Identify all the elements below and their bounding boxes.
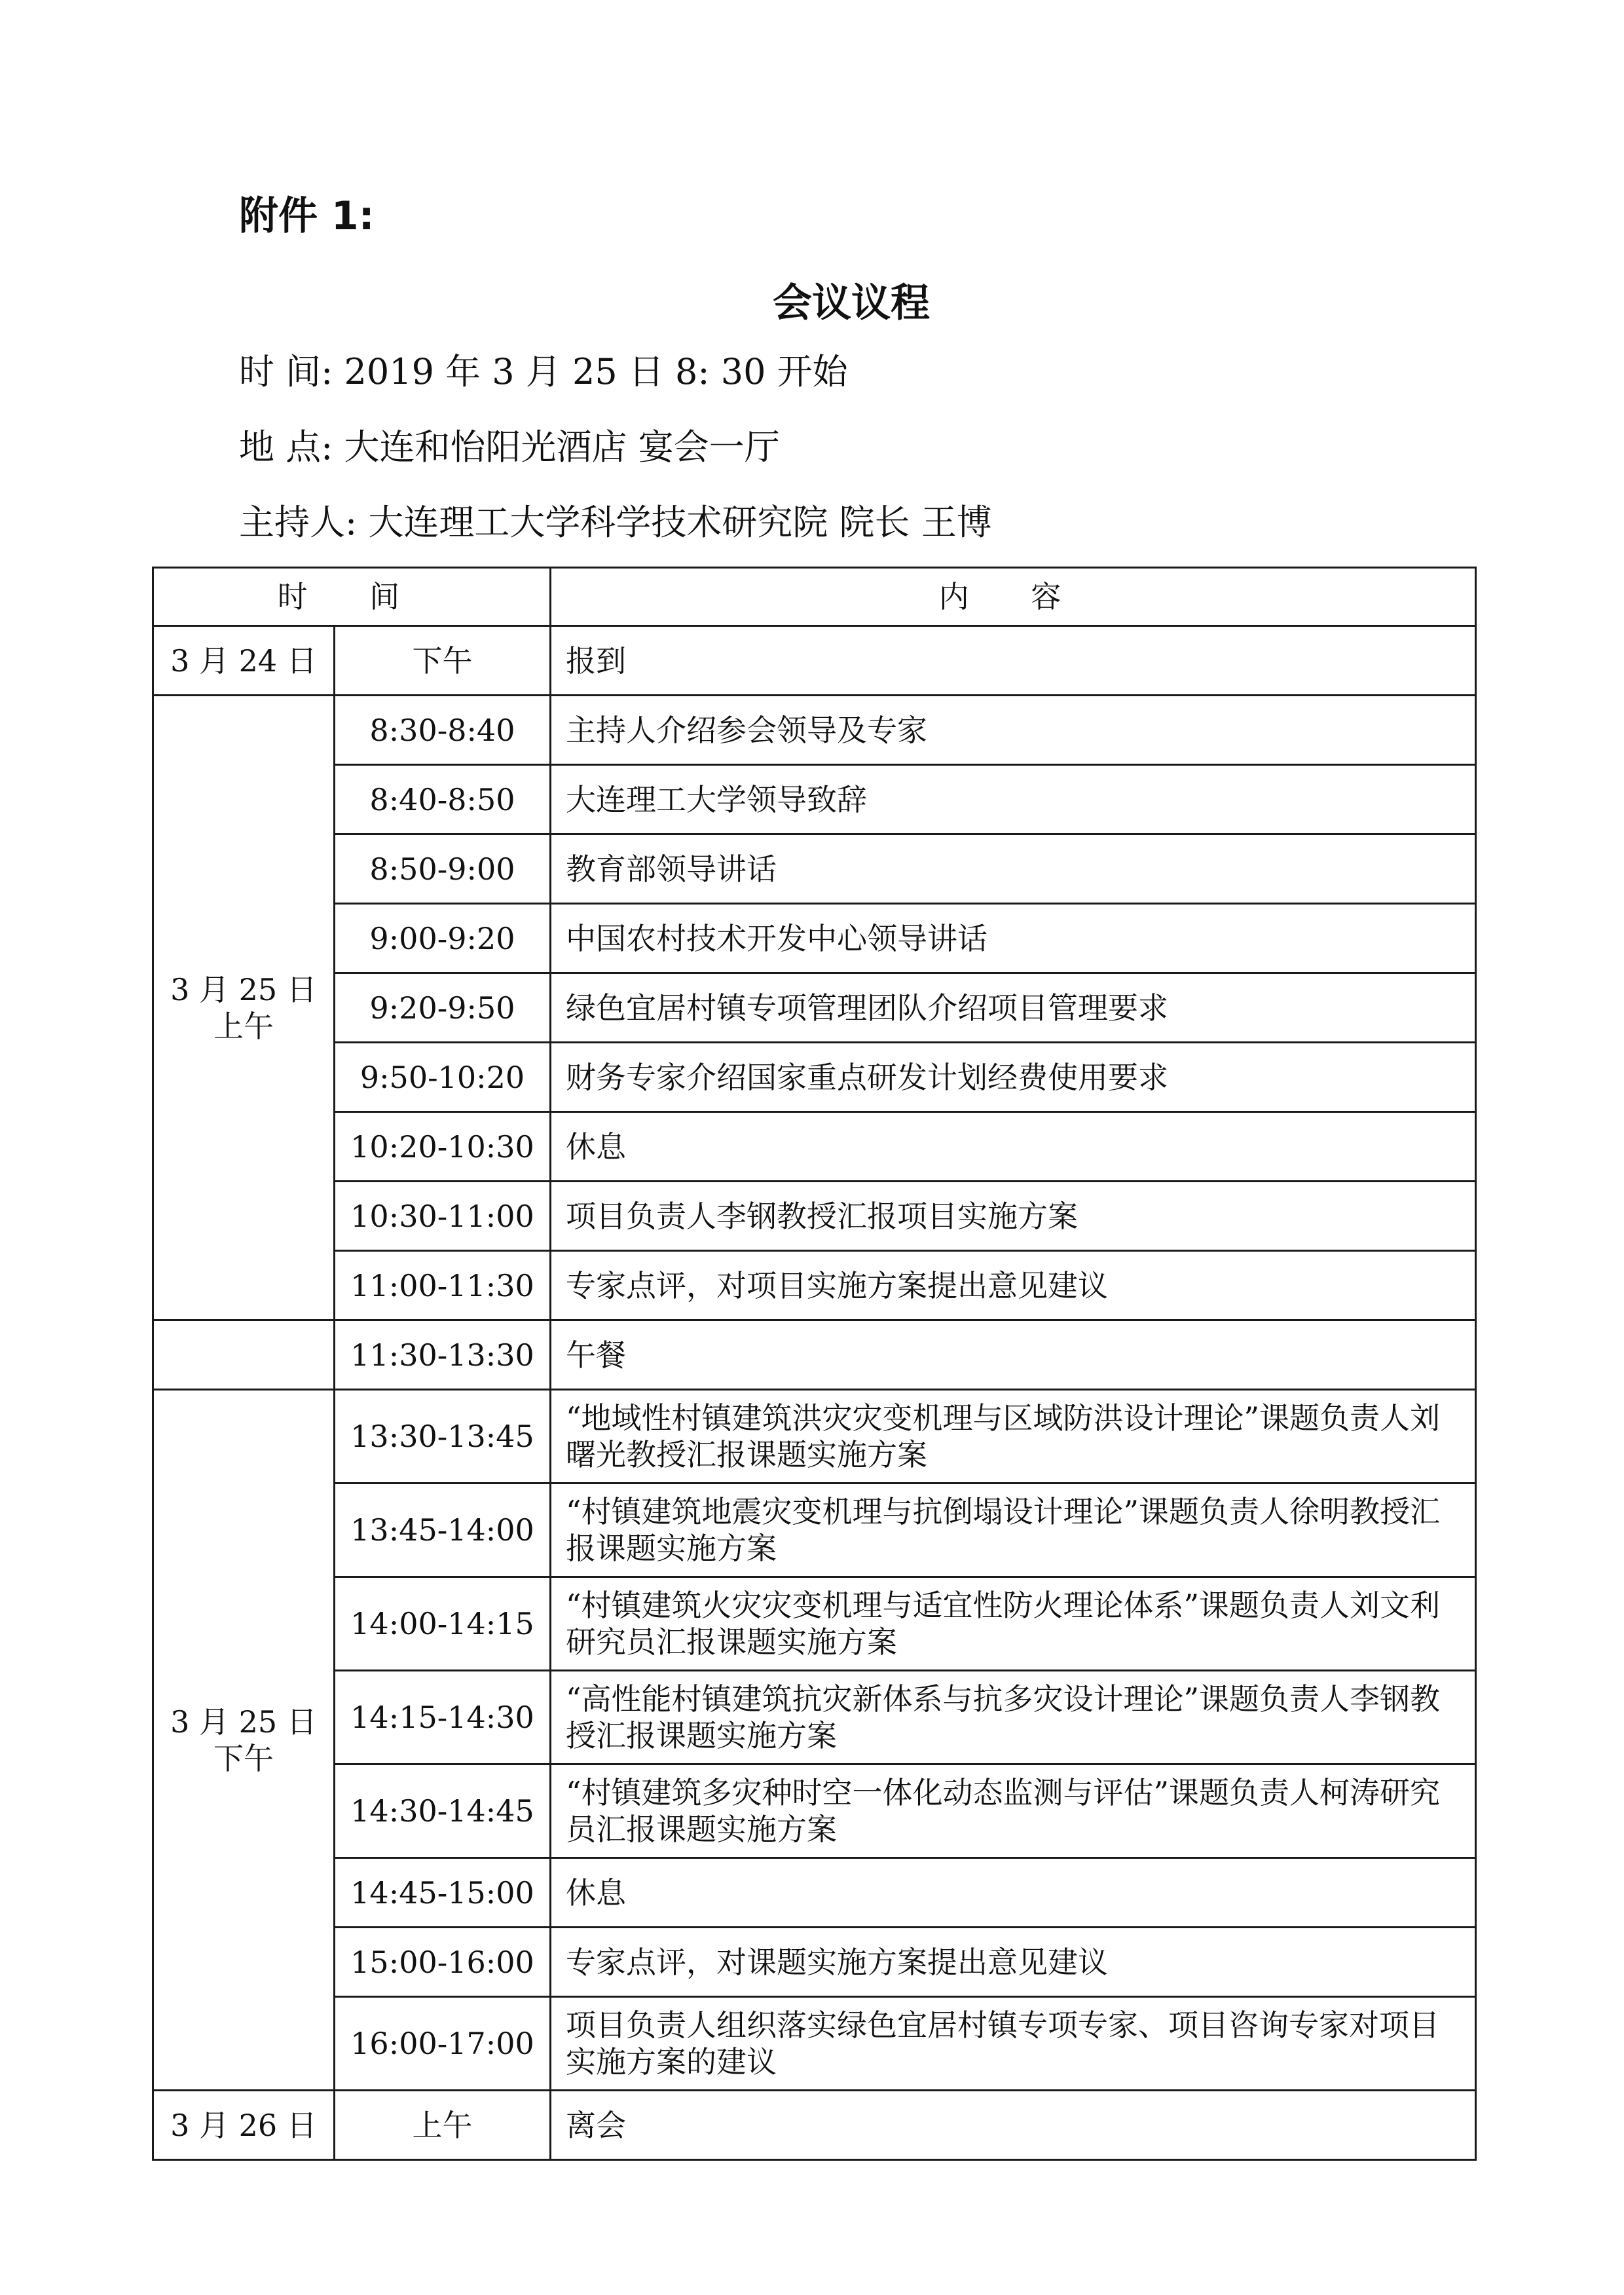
info-time-label: 时 间:: [239, 351, 333, 392]
agenda-content-cell: 中国农村技术开发中心领导讲话: [551, 904, 1476, 973]
agenda-row: [153, 834, 1476, 904]
agenda-row: [153, 1928, 1476, 1997]
agenda-content-cell: 教育部领导讲话: [551, 834, 1476, 904]
agenda-content-cell: “地域性村镇建筑洪灾灾变机理与区域防洪设计理论”课题负责人刘曙光教授汇报课题实施方案: [551, 1390, 1476, 1483]
agenda-time-cell: 8:40-8:50: [335, 765, 551, 834]
agenda-date-cell: 3 月 25 日 下午: [153, 1390, 335, 2091]
info-time-line: [239, 344, 848, 394]
agenda-content-cell: 休息: [551, 1858, 1476, 1928]
agenda-time-cell: 9:20-9:50: [335, 973, 551, 1043]
agenda-content-cell: 项目负责人组织落实绿色宜居村镇专项专家、项目咨询专家对项目实施方案的建议: [551, 1997, 1476, 2091]
agenda-content-cell: 财务专家介绍国家重点研发计划经费使用要求: [551, 1043, 1476, 1112]
agenda-row: [153, 973, 1476, 1043]
agenda-content-cell: “村镇建筑多灾种时空一体化动态监测与评估”课题负责人柯涛研究员汇报课题实施方案: [551, 1764, 1476, 1858]
agenda-row: [153, 1251, 1476, 1320]
agenda-date-cell: [153, 1320, 335, 1390]
agenda-content-cell: 绿色宜居村镇专项管理团队介绍项目管理要求: [551, 973, 1476, 1043]
agenda-time-cell: 10:30-11:00: [335, 1182, 551, 1251]
info-time-value: 2019 年 3 月 25 日 8: 30 开始: [344, 351, 848, 392]
agenda-content-cell: “村镇建筑火灾灾变机理与适宜性防火理论体系”课题负责人刘文利研究员汇报课题实施方案: [551, 1577, 1476, 1671]
agenda-time-cell: 15:00-16:00: [335, 1928, 551, 1997]
agenda-content-cell: 专家点评，对项目实施方案提出意见建议: [551, 1251, 1476, 1320]
agenda-time-cell: 9:00-9:20: [335, 904, 551, 973]
attachment-label: 附件 1:: [239, 193, 375, 239]
agenda-row: [153, 765, 1476, 834]
agenda-time-cell: 14:15-14:30: [335, 1671, 551, 1764]
info-place-value: 大连和怡阳光酒店 宴会一厅: [344, 426, 780, 468]
agenda-row: [153, 1483, 1476, 1577]
agenda-time-cell: 11:30-13:30: [335, 1320, 551, 1390]
agenda-time-cell: 13:30-13:45: [335, 1390, 551, 1483]
agenda-row: [153, 1320, 1476, 1390]
agenda-content-cell: 休息: [551, 1112, 1476, 1182]
agenda-content-cell: 大连理工大学领导致辞: [551, 765, 1476, 834]
agenda-time-cell: 16:00-17:00: [335, 1997, 551, 2091]
header-content: 内 容: [551, 568, 1476, 626]
agenda-date-cell: 3 月 24 日: [153, 626, 335, 696]
info-place-label: 地 点:: [239, 426, 333, 468]
agenda-content-cell: “村镇建筑地震灾变机理与抗倒塌设计理论”课题负责人徐明教授汇报课题实施方案: [551, 1483, 1476, 1577]
agenda-body: [153, 626, 1476, 2160]
agenda-time-cell: 14:00-14:15: [335, 1577, 551, 1671]
agenda-time-cell: 14:45-15:00: [335, 1858, 551, 1928]
agenda-row: [153, 1043, 1476, 1112]
agenda-date-cell: 3 月 26 日: [153, 2091, 335, 2160]
agenda-table: [152, 567, 1477, 2161]
agenda-row: [153, 1390, 1476, 1483]
agenda-time-cell: 8:30-8:40: [335, 696, 551, 765]
agenda-content-cell: 主持人介绍参会领导及专家: [551, 696, 1476, 765]
agenda-row: [153, 1182, 1476, 1251]
agenda-row: [153, 1577, 1476, 1671]
agenda-row: [153, 904, 1476, 973]
agenda-row: [153, 626, 1476, 696]
agenda-content-cell: 专家点评，对课题实施方案提出意见建议: [551, 1928, 1476, 1997]
agenda-time-cell: 上午: [335, 2091, 551, 2160]
agenda-content-cell: “高性能村镇建筑抗灾新体系与抗多灾设计理论”课题负责人李钢教授汇报课题实施方案: [551, 1671, 1476, 1764]
agenda-content-cell: 报到: [551, 626, 1476, 696]
info-place-line: [239, 419, 780, 470]
agenda-date-cell: 3 月 25 日 上午: [153, 696, 335, 1320]
agenda-time-cell: 11:00-11:30: [335, 1251, 551, 1320]
agenda-row: [153, 1997, 1476, 2091]
agenda-row: [153, 696, 1476, 765]
agenda-time-cell: 10:20-10:30: [335, 1112, 551, 1182]
agenda-row: [153, 1671, 1476, 1764]
agenda-content-cell: 离会: [551, 2091, 1476, 2160]
agenda-row: [153, 1858, 1476, 1928]
agenda-time-cell: 14:30-14:45: [335, 1764, 551, 1858]
agenda-row: [153, 1764, 1476, 1858]
info-host-value: 大连理工大学科学技术研究院 院长 王博: [368, 502, 992, 543]
agenda-time-cell: 下午: [335, 626, 551, 696]
agenda-time-cell: 8:50-9:00: [335, 834, 551, 904]
agenda-content-cell: 午餐: [551, 1320, 1476, 1390]
info-host-line: [239, 494, 992, 545]
info-host-label: 主持人:: [239, 502, 358, 543]
document-title: 会议议程: [773, 280, 930, 326]
agenda-time-cell: 9:50-10:20: [335, 1043, 551, 1112]
agenda-row: [153, 2091, 1476, 2160]
agenda-content-cell: 项目负责人李钢教授汇报项目实施方案: [551, 1182, 1476, 1251]
agenda-row: [153, 1112, 1476, 1182]
agenda-time-cell: 13:45-14:00: [335, 1483, 551, 1577]
header-time: 时 间: [153, 568, 551, 626]
